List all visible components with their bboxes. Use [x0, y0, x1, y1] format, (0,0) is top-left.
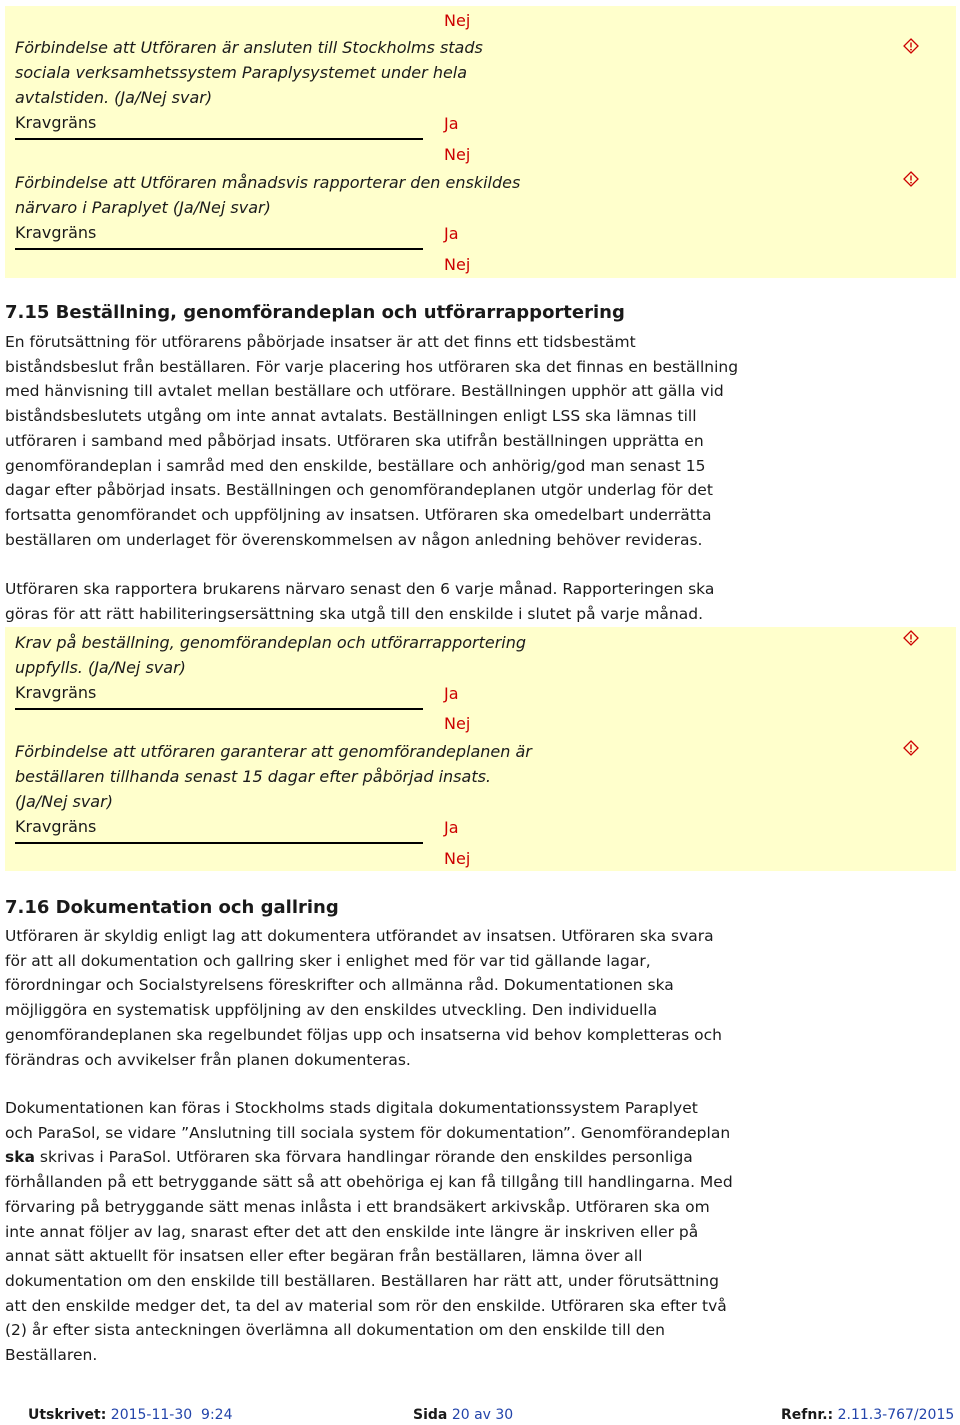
- footer-printed-value: 2015-11-30 9:24: [110, 1407, 233, 1423]
- question-line: uppfylls. (Ja/Nej svar): [15, 658, 186, 677]
- footer-page-value: 20 av 30: [451, 1407, 514, 1423]
- bold-word: ska: [5, 1148, 35, 1167]
- requirement-question-3: [15, 630, 526, 680]
- kravgrans-line: [15, 708, 423, 710]
- question-line: Krav på beställning, genomförandeplan och utförarrapportering: [15, 633, 527, 652]
- text-line: beställaren om underlaget för överenskommelsen av någon anledning behöver revideras.: [5, 530, 703, 549]
- kravgrans-label: Kravgräns: [15, 223, 97, 242]
- question-line: närvaro i Paraplyet (Ja/Nej svar): [15, 198, 271, 217]
- option-nej[interactable]: Nej: [444, 714, 471, 733]
- option-ja[interactable]: Ja: [444, 224, 459, 243]
- text-line: Beställaren.: [5, 1346, 98, 1365]
- footer-ref-label: Refnr.:: [781, 1407, 834, 1423]
- text-line: och ParaSol, se vidare ”Anslutning till sociala system för dokumentation”. Genomförandeplan: [5, 1123, 731, 1142]
- option-nej[interactable]: Nej: [444, 145, 471, 164]
- text-line: En förutsättning för utförarens påbörjade insatser är att det finns ett tidsbestämt: [5, 333, 636, 351]
- text-line: annat sätt aktuellt för insatsen eller efter begäran från beställaren, lämna över all: [5, 1247, 643, 1266]
- text-line: möjliggöra en systematisk uppföljning av den enskildes utveckling. Den individuella: [5, 1001, 658, 1020]
- question-line: Förbindelse att Utföraren månadsvis rapporterar den enskildes: [15, 173, 521, 192]
- kravgrans-label: Kravgräns: [15, 817, 97, 836]
- option-nej[interactable]: Nej: [444, 849, 471, 868]
- option-ja[interactable]: Ja: [444, 684, 459, 703]
- text-line: förändras och avvikelser från planen dokumenteras.: [5, 1050, 411, 1069]
- text-line: Utföraren är skyldig enligt lag att dokumentera utförandet av insatsen. Utföraren ska svara: [5, 927, 714, 945]
- requirement-question-1: [15, 35, 483, 110]
- text-line: att den enskilde medger det, ta del av material som rör den enskilde. Utföraren ska efter två: [5, 1296, 727, 1315]
- text-line: genomförandeplan i samråd med den enskilde, beställare och anhörig/god man senast 15: [5, 456, 706, 475]
- text-line: biståndsbeslutets utgång om inte annat avtalats. Beställningen enligt LSS ska lämnas till: [5, 407, 697, 426]
- text-line: Dokumentationen kan föras i Stockholms stads digitala dokumentationssystem Paraplyet: [5, 1099, 698, 1117]
- requirement-question-2: [15, 170, 520, 220]
- section-7-15-paragraph-1: [5, 330, 805, 552]
- option-nej[interactable]: Nej: [444, 255, 471, 274]
- option-ja[interactable]: Ja: [444, 114, 459, 133]
- section-heading-7-15: 7.15 Beställning, genomförandeplan och utförarrapportering: [5, 302, 625, 323]
- warning-icon: [903, 171, 919, 187]
- question-line: Förbindelse att Utföraren är ansluten till Stockholms stads: [15, 38, 483, 57]
- section-7-16-paragraph-2: [5, 1096, 805, 1368]
- footer-page: [413, 1407, 513, 1423]
- text-line: biståndsbeslut från beställaren. För varje placering hos utföraren ska det finnas en beställning: [5, 357, 739, 376]
- text-line: [5, 1145, 805, 1170]
- question-line: beställaren tillhanda senast 15 dagar efter påbörjad insats.: [15, 767, 492, 786]
- text-line: Utföraren ska rapportera brukarens närvaro senast den 6 varje månad. Rapporteringen ska: [5, 580, 715, 598]
- question-line: Förbindelse att utföraren garanterar att genomförandeplanen är: [15, 742, 532, 761]
- text-line: förordningar och Socialstyrelsens föreskrifter och allmänna råd. Dokumentationen ska: [5, 976, 674, 995]
- text-line: utföraren i samband med påbörjad insats. Utföraren ska utifrån beställningen upprätta en: [5, 431, 704, 450]
- question-line: avtalstiden. (Ja/Nej svar): [15, 88, 213, 107]
- warning-icon: [903, 38, 919, 54]
- footer-page-label: Sida: [413, 1407, 448, 1423]
- section-7-15-paragraph-2: [5, 577, 805, 626]
- footer-ref: [781, 1407, 954, 1423]
- footer-printed: [28, 1407, 232, 1423]
- kravgrans-line: [15, 248, 423, 250]
- text-line: med hänvisning till avtalet mellan beställare och utförare. Beställningen upphör att gälla vid: [5, 382, 724, 401]
- kravgrans-line: [15, 138, 423, 140]
- option-nej-top[interactable]: Nej: [444, 11, 471, 30]
- footer-printed-label: Utskrivet:: [28, 1407, 107, 1423]
- text-line: genomförandeplanen ska regelbundet följas upp och insatserna vid behov kompletteras och: [5, 1025, 722, 1044]
- footer-ref-value: 2.11.3-767/2015: [837, 1407, 955, 1423]
- warning-icon: [903, 740, 919, 756]
- text-line: göras för att rätt habiliteringsersättning ska utgå till den enskilde i slutet på varje månad.: [5, 604, 703, 623]
- question-line: (Ja/Nej svar): [15, 792, 113, 811]
- text-line: (2) år efter sista anteckningen överlämna all dokumentation om den enskilde till den: [5, 1321, 665, 1340]
- kravgrans-line: [15, 842, 423, 844]
- kravgrans-label: Kravgräns: [15, 683, 97, 702]
- text-span: skrivas i ParaSol. Utföraren ska förvara handlingar rörande den enskildes personliga: [35, 1148, 693, 1167]
- text-line: dokumentation om den enskilde till beställaren. Beställaren har rätt att, under förutsättning: [5, 1271, 719, 1290]
- text-line: förvaring på betryggande sätt menas inlåsta i ett brandsäkert arkivskåp. Utföraren ska om: [5, 1197, 710, 1216]
- text-line: förhållanden på ett betryggande sätt så att obehöriga ej kan få tillgång till handlingarna. Med: [5, 1173, 733, 1192]
- warning-icon: [903, 630, 919, 646]
- text-line: dagar efter påbörjad insats. Beställningen och genomförandeplanen utgör underlag för det: [5, 481, 713, 500]
- option-ja[interactable]: Ja: [444, 818, 459, 837]
- text-line: fortsatta genomförandet och uppföljning av insatsen. Utföraren ska omedelbart underrätta: [5, 505, 712, 524]
- kravgrans-label: Kravgräns: [15, 113, 97, 132]
- text-line: inte annat följer av lag, snarast efter det att den enskilde inte längre är inskriven eller på: [5, 1222, 699, 1241]
- requirement-question-4: [15, 739, 532, 814]
- section-7-16-paragraph-1: [5, 924, 805, 1072]
- question-line: sociala verksamhetssystem Paraplysystemet under hela: [15, 63, 468, 82]
- text-line: för att all dokumentation och gallring sker i enlighet med för var tid gällande lagar,: [5, 951, 651, 970]
- section-heading-7-16: 7.16 Dokumentation och gallring: [5, 897, 339, 918]
